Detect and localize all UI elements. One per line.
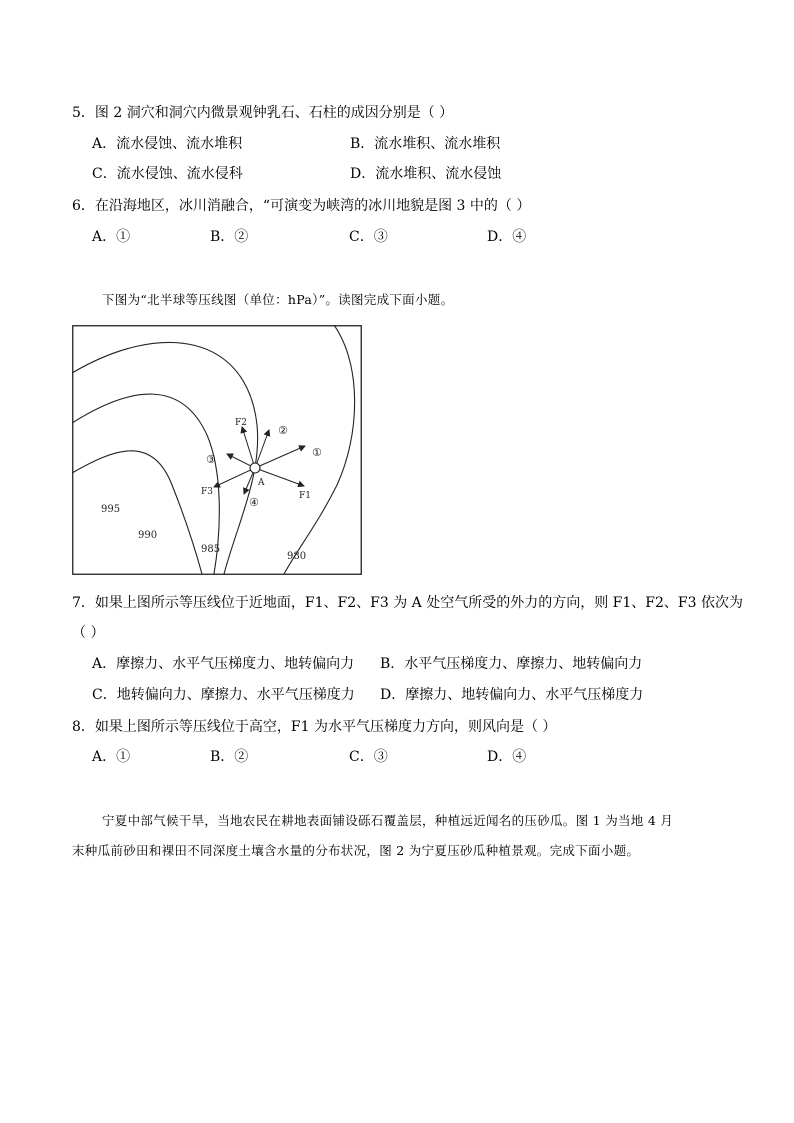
- question-5-option-b[interactable]: B．流水堆积、流水堆积: [350, 136, 501, 152]
- direction-label-1: ①: [312, 446, 322, 459]
- question-8-option-a[interactable]: A．①: [92, 749, 131, 765]
- isobar-map: [72, 325, 362, 575]
- question-7-option-d[interactable]: D．摩擦力、地转偏向力、水平气压梯度力: [380, 687, 644, 703]
- question-5-stem: 5．图 2 洞穴和洞穴内微景观钟乳石、石柱的成因分别是（ ）: [72, 105, 454, 121]
- question-5-option-c[interactable]: C．流水侵蚀、流水侵科: [92, 166, 243, 182]
- isobar-figure: [72, 325, 362, 575]
- question-7-option-b[interactable]: B．水平气压梯度力、摩擦力、地转偏向力: [380, 656, 643, 672]
- question-7-option-a[interactable]: A．摩擦力、水平气压梯度力、地转偏向力: [92, 656, 355, 672]
- figure-intro: 下图为“北半球等压线图（单位：hPa）”。读图完成下面小题。: [102, 292, 454, 307]
- question-6-option-b[interactable]: B．②: [210, 229, 249, 245]
- question-6-stem: 6．在沿海地区，冰川消融合，“可演变为峡湾的冰川地貌是图 3 中的（ ）: [72, 198, 531, 214]
- question-8-option-b[interactable]: B．②: [210, 749, 249, 765]
- intro-2-line1: 宁夏中部气候干旱，当地农民在耕地表面铺设砾石覆盖层，种植远近闻名的压砂瓜。图 1 为当地 4 月: [102, 813, 674, 828]
- force-label-f3: F3: [201, 487, 213, 497]
- force-label-f1: F1: [299, 491, 311, 501]
- direction-label-2: ②: [278, 424, 288, 437]
- question-7-stem-line1: 7．如果上图所示等压线位于近地面，F1、F2、F3 为 A 处空气所受的外力的方向，则 F1、F2、F3 依次为: [72, 595, 743, 611]
- isobar-label-985: 985: [201, 544, 221, 555]
- question-8-option-c[interactable]: C．③: [349, 749, 388, 765]
- isobar-label-990: 990: [138, 530, 158, 541]
- force-label-f2: F2: [235, 418, 247, 428]
- isobar-label-980: 980: [287, 551, 307, 562]
- point-a-label: A: [258, 478, 265, 488]
- question-6-option-a[interactable]: A．①: [92, 229, 131, 245]
- point-a-marker: [250, 463, 260, 473]
- direction-label-4: ④: [249, 496, 259, 509]
- isobar-label-995: 995: [101, 504, 121, 515]
- question-7-option-c[interactable]: C．地转偏向力、摩擦力、水平气压梯度力: [92, 687, 355, 703]
- question-6-option-c[interactable]: C．③: [349, 229, 388, 245]
- question-8-option-d[interactable]: D．④: [487, 749, 527, 765]
- question-8-stem: 8．如果上图所示等压线位于高空，F1 为水平气压梯度力方向，则风向是（ ）: [72, 719, 557, 735]
- question-6-option-d[interactable]: D．④: [487, 229, 527, 245]
- direction-label-3: ③: [206, 453, 216, 466]
- question-5-option-a[interactable]: A．流水侵蚀、流水堆积: [92, 136, 243, 152]
- intro-2-line2: 末种瓜前砂田和裸田不同深度土壤含水量的分布状况，图 2 为宁夏压砂瓜种植景观。完成下面小题。: [72, 843, 640, 858]
- question-5-option-d[interactable]: D．流水堆积、流水侵蚀: [350, 166, 502, 182]
- question-7-stem-line2: （ ）: [72, 625, 105, 641]
